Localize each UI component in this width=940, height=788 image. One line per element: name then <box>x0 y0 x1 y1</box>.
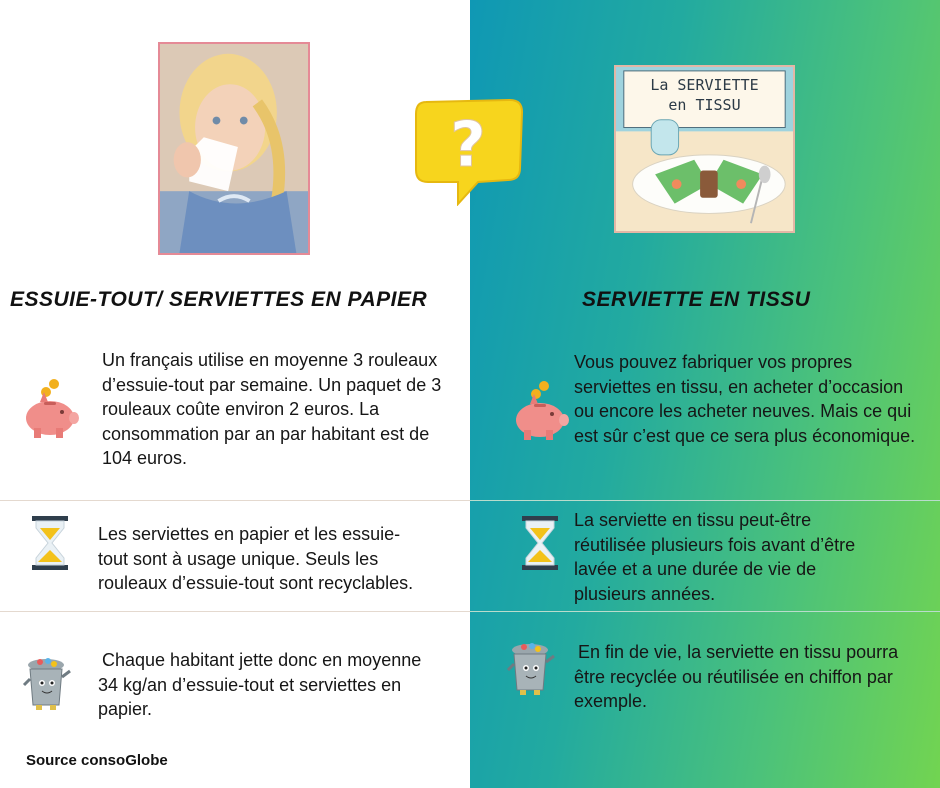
hourglass-icon <box>520 516 560 570</box>
left-text-cost: Un français utilise en moyenne 3 rouleaux d’essuie-tout par semaine. Un paquet de 3 rouleaux coûte environ 2 euros. La consommation par an par habitant est de 104 euros. <box>102 350 442 468</box>
right-text-cost: Vous pouvez fabriquer vos propres serviettes en tissu, en acheter d’occasion ou encore les acheter neuves. Mais ce qui est sûr c’est que ce sera plus économique. <box>574 352 916 446</box>
hourglass-icon <box>30 516 70 570</box>
trash-can-icon <box>22 655 74 711</box>
svg-text:?: ? <box>450 108 486 181</box>
trash-can-icon <box>506 640 558 696</box>
piggy-bank-icon <box>508 380 570 442</box>
right-heading: SERVIETTE EN TISSU <box>582 288 811 311</box>
source-credit: Source consoGlobe <box>26 752 168 769</box>
left-text-usage: Les serviettes en papier et les essuie-tout sont à usage unique. Seuls les rouleaux d’essuie-tout sont recyclables. <box>98 524 414 593</box>
cloth-napkin-illustration <box>614 65 795 233</box>
divider-left-2 <box>0 611 470 612</box>
card-title: La SERVIETTE en TISSU <box>650 76 759 114</box>
piggy-bank-icon <box>18 378 80 440</box>
right-text-waste: En fin de vie, la serviette en tissu pourra être recyclée ou réutilisée en chiffon par exemple. <box>574 642 899 711</box>
right-text-usage: La serviette en tissu peut-être réutilisée plusieurs fois avant d’être lavée et a une durée de vie de plusieurs années. <box>574 510 856 604</box>
question-bubble-icon <box>412 94 524 206</box>
left-heading: ESSUIE-TOUT/ SERVIETTES EN PAPIER <box>10 288 428 311</box>
divider-right-2 <box>470 611 940 612</box>
divider-right-1 <box>470 500 940 501</box>
left-text-waste: Chaque habitant jette donc en moyenne 34 kg/an d’essuie-tout et serviettes en papier. <box>98 650 422 719</box>
divider-left-1 <box>0 500 470 501</box>
girl-napkin-photo <box>158 42 310 255</box>
